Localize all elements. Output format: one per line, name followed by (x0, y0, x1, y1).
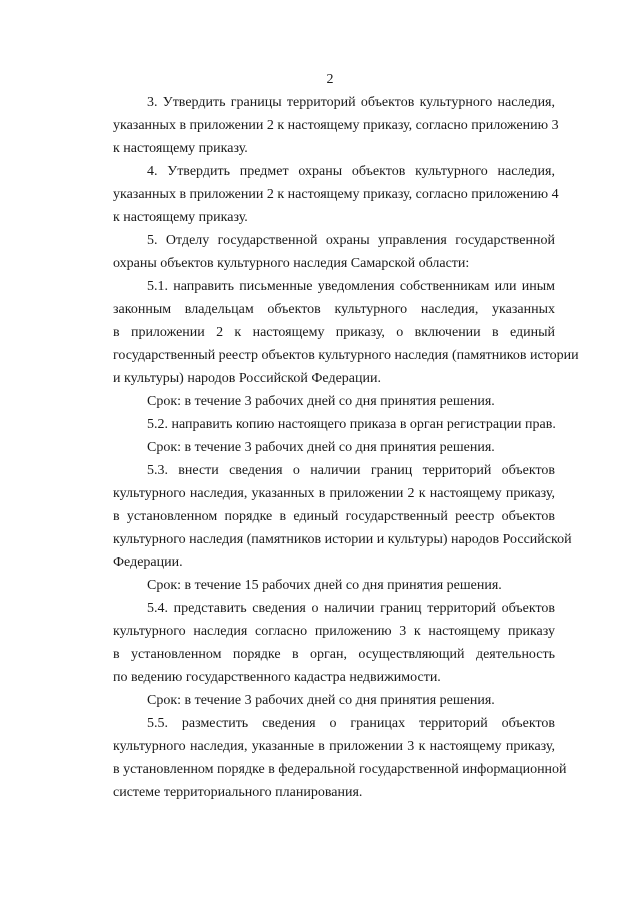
text-line: Срок: в течение 3 рабочих дней со дня принятия решения. (147, 440, 495, 455)
text-line: государственный реестр объектов культурного наследия (памятников истории (113, 348, 579, 363)
text-line: Срок: в течение 3 рабочих дней со дня принятия решения. (147, 394, 495, 409)
text-line: 4. Утвердить предмет охраны объектов культурного наследия, (147, 164, 555, 179)
text-line: культурного наследия, указанных в приложении 2 к настоящему приказу, (113, 486, 555, 501)
text-line: Срок: в течение 3 рабочих дней со дня принятия решения. (147, 693, 495, 708)
text-line: 5.4. представить сведения о наличии границ территорий объектов (147, 601, 555, 616)
text-line: Федерации. (113, 555, 183, 570)
text-line: законным владельцам объектов культурного наследия, указанных (113, 302, 555, 317)
text-line: к настоящему приказу. (113, 210, 248, 225)
text-line: 5. Отделу государственной охраны управления государственной (147, 233, 555, 248)
text-line: 5.5. разместить сведения о границах территорий объектов (147, 716, 555, 731)
text-line: и культуры) народов Российской Федерации. (113, 371, 381, 386)
text-line: в приложении 2 к настоящему приказу, о включении в единый (113, 325, 555, 340)
page-number: 2 (326, 72, 334, 87)
text-line: 5.2. направить копию настоящего приказа в орган регистрации прав. (147, 417, 556, 432)
text-line: в установленном порядке в единый государственный реестр объектов (113, 509, 555, 524)
text-line: культурного наследия (памятников истории и культуры) народов Российской (113, 532, 572, 547)
text-line: 3. Утвердить границы территорий объектов культурного наследия, (147, 95, 555, 110)
text-line: системе территориального планирования. (113, 785, 363, 800)
text-line: указанных в приложении 2 к настоящему приказу, согласно приложению 4 (113, 187, 559, 202)
text-line: 5.3. внести сведения о наличии границ территорий объектов (147, 463, 555, 478)
text-line: указанных в приложении 2 к настоящему приказу, согласно приложению 3 (113, 118, 559, 133)
text-line: в установленном порядке в федеральной государственной информационной (113, 762, 567, 777)
text-line: культурного наследия, указанные в приложении 3 к настоящему приказу, (113, 739, 555, 754)
text-line: к настоящему приказу. (113, 141, 248, 156)
text-line: 5.1. направить письменные уведомления собственникам или иным (147, 279, 555, 294)
text-line: Срок: в течение 15 рабочих дней со дня принятия решения. (147, 578, 502, 593)
text-line: в установленном порядке в орган, осуществляющий деятельность (113, 647, 555, 662)
text-line: культурного наследия согласно приложению 3 к настоящему приказу (113, 624, 555, 639)
text-line: охраны объектов культурного наследия Самарской области: (113, 256, 470, 271)
text-line: по ведению государственного кадастра недвижимости. (113, 670, 441, 685)
